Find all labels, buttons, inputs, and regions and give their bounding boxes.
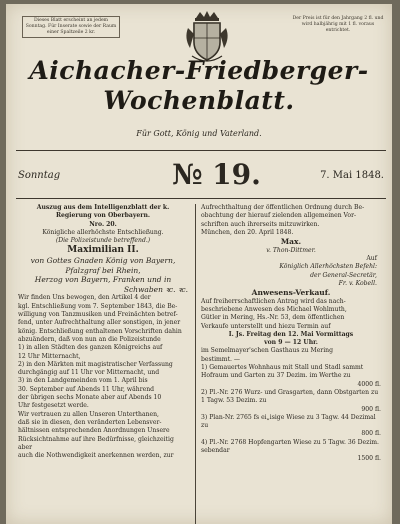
decree-text-line: Aufrechthaltung der öffentlichen Ordnung durch Be- — [201, 204, 365, 211]
right-column — [201, 204, 381, 464]
body-text-line: Wir finden Uns bewogen, den Artikel 4 der — [18, 294, 151, 302]
sale-item-text: 1) Gemauertes Wohnhaus mit Stall und Stadl sammt Hofraum und Garten zu 37 Dezim. im Werthe zu — [201, 364, 364, 380]
issue-date: 7. Mai 1848. — [320, 170, 384, 181]
body-text-line: daß sie in diesen, den veränderten Lebensver- — [18, 418, 162, 426]
issue-number: № 19. — [172, 158, 261, 191]
body-text-line: 3) in den Landgemeinden vom 1. April bis — [18, 377, 148, 385]
masthead-motto: Für Gott, König und Vaterland. — [136, 129, 262, 138]
body-text-line: 1) in allen Städten des ganzen Königreichs auf — [18, 344, 163, 352]
king-name: Maximilian II. — [67, 245, 139, 256]
sale-text-line: beschriebene Anwesen des Michael Wohlmuth, — [201, 305, 347, 313]
decree-text-line: obachtung der hierauf zielenden allgemeinen Vor- — [201, 212, 357, 220]
sale-place-line: im Semelmayer'schen Gasthaus zu Mering — [201, 347, 333, 355]
body-text-line: auch die Nothwendigkeit anerkennen werden, zur — [18, 452, 174, 460]
sale-items-list — [201, 364, 381, 464]
sale-item — [201, 389, 381, 414]
body-text-line: 12 Uhr Mitternacht, — [18, 352, 81, 360]
issue-row — [16, 152, 386, 198]
sale-item — [201, 364, 381, 389]
sale-item-text: 2) Pl.-Nr. 276 Wurz- und Grasgarten, dann Obstgarten zu 1 Tagw. 53 Dezim. zu — [201, 388, 379, 405]
header-left-note: Dieses Blatt erscheint an jedem Sonntag. Für Inserate sowie der Raum einer Spaltzeile 2 kr. — [22, 16, 120, 38]
order-line: Auf — [366, 254, 377, 262]
king-line: Schwaben ꝛc. ꝛc. — [123, 284, 188, 294]
body-text-line: Wir vertrauen zu allen Unseren Unterthanen, — [18, 410, 159, 418]
body-text-line: hältnissen entsprechenden Anordnungen Unsere — [18, 427, 170, 435]
body-text-line: fend, unter Aufrechthaltung aller sonstigen, in jener — [18, 319, 181, 327]
sale-text-line: Verkaufe unterstellt und hiezu Termin auf — [201, 322, 331, 330]
left-subheading-note: (Die Polizeistunde betreffend.) — [55, 237, 151, 245]
sale-place-line: bestimmt. — — [201, 355, 241, 363]
body-text-line: könig. Entschließung enthaltenen Vorschriften dahin — [18, 327, 182, 335]
body-text-line: Uhr festgesetzt werde. — [18, 402, 89, 410]
body-text-line: willigung von Tanzmusiken und Freinächten betref- — [18, 311, 178, 319]
sale-time: von 9 — 12 Uhr. — [264, 339, 318, 347]
sale-date: I. Js. Freitag den 12. Mai Vormittags — [228, 330, 354, 338]
decree-text-line: München, den 20. April 1848. — [201, 228, 294, 236]
order-line: Königlich Allerhöchsten Befehl: — [279, 263, 377, 271]
sale-item-value: 4000 fl. — [357, 380, 381, 388]
sale-item — [201, 414, 381, 439]
left-subheading: Königliche allerhöchste Entschließung. — [42, 228, 164, 236]
sale-item-value: 900 fl. — [361, 405, 381, 413]
sale-item-text: 3) Plan-Nr. 2765 fs ei„isige Wiese zu 3 Tagw. 44 Dezimal zu — [201, 413, 376, 430]
sale-heading: Anwesens-Verkauf. — [251, 288, 331, 298]
signer-name: Max. — [280, 237, 302, 247]
king-line: Pfalzgraf bei Rhein, — [65, 265, 141, 275]
masthead-title-line-1: Aichacher-Friedberger- — [29, 56, 369, 85]
body-text-line: 30. September auf Abends 11 Uhr, während — [18, 385, 155, 393]
bottom-rule — [16, 198, 386, 199]
left-heading: Auszug aus dem Intelligenzblatt der k. Regierung von Oberbayern. — [36, 204, 170, 220]
sale-item-value: 800 fl. — [361, 430, 381, 438]
decree-closing-text — [201, 204, 381, 237]
order-line: der General-Secretär, — [310, 271, 377, 279]
body-text-line: kgl. Entschließung vom 7. September 1843, die Be- — [18, 302, 178, 310]
column-divider — [195, 204, 196, 524]
decree-text-line: schriften auch ihrerseits mitzuwirken. — [201, 220, 320, 228]
newspaper-page — [6, 4, 392, 524]
king-line: Herzog von Bayern, Franken und in — [34, 275, 172, 285]
order-line: Fr. v. Kobell. — [338, 279, 377, 287]
sale-text-line: Auf freiherrschaftlichen Antrag wird das nach- — [201, 297, 346, 305]
body-text-line: abzuändern, daß von nun an die Polizeistunde — [18, 335, 161, 343]
header-right-note: Der Preis ist für den Jahrgang 2 fl. und wird halbjährig mit 1 fl. voraus entrichtet. — [292, 16, 384, 33]
body-text-line: 2) in den Märkten mit magistratischer Verfassung — [18, 360, 173, 368]
sale-item — [201, 439, 381, 464]
top-rule — [16, 150, 386, 151]
king-line: von Gottes Gnaden König von Bayern, — [30, 256, 176, 266]
left-body-text — [18, 294, 188, 460]
sale-intro-text — [201, 298, 381, 331]
body-text-line: der übrigen sechs Monate aber auf Abends 10 — [18, 394, 162, 402]
masthead-title-line-2: Wochenblatt. — [103, 86, 295, 115]
body-text-line: durchgängig auf 11 Uhr vor Mitternacht, und — [18, 369, 160, 377]
countersigner-name: v. Thon-Dittmer. — [266, 246, 316, 254]
sale-item-text: 4) Pl.-Nr. 2768 Hopfengarten Wiese zu 5 Tagw. 36 Dezim. sebendar — [201, 438, 379, 455]
issue-day: Sonntag — [18, 170, 61, 181]
body-text-line: Rücksichtnahme auf ihre Bedürfnisse, gleichzeitig aber — [18, 435, 174, 451]
sale-text-line: Gütler in Mering, Hs.-Nr. 53, dem öffentlichen — [201, 314, 345, 322]
sale-item-value: 1500 fl. — [357, 455, 381, 463]
left-heading-number: Nro. 20. — [89, 220, 117, 228]
left-column — [18, 204, 188, 460]
